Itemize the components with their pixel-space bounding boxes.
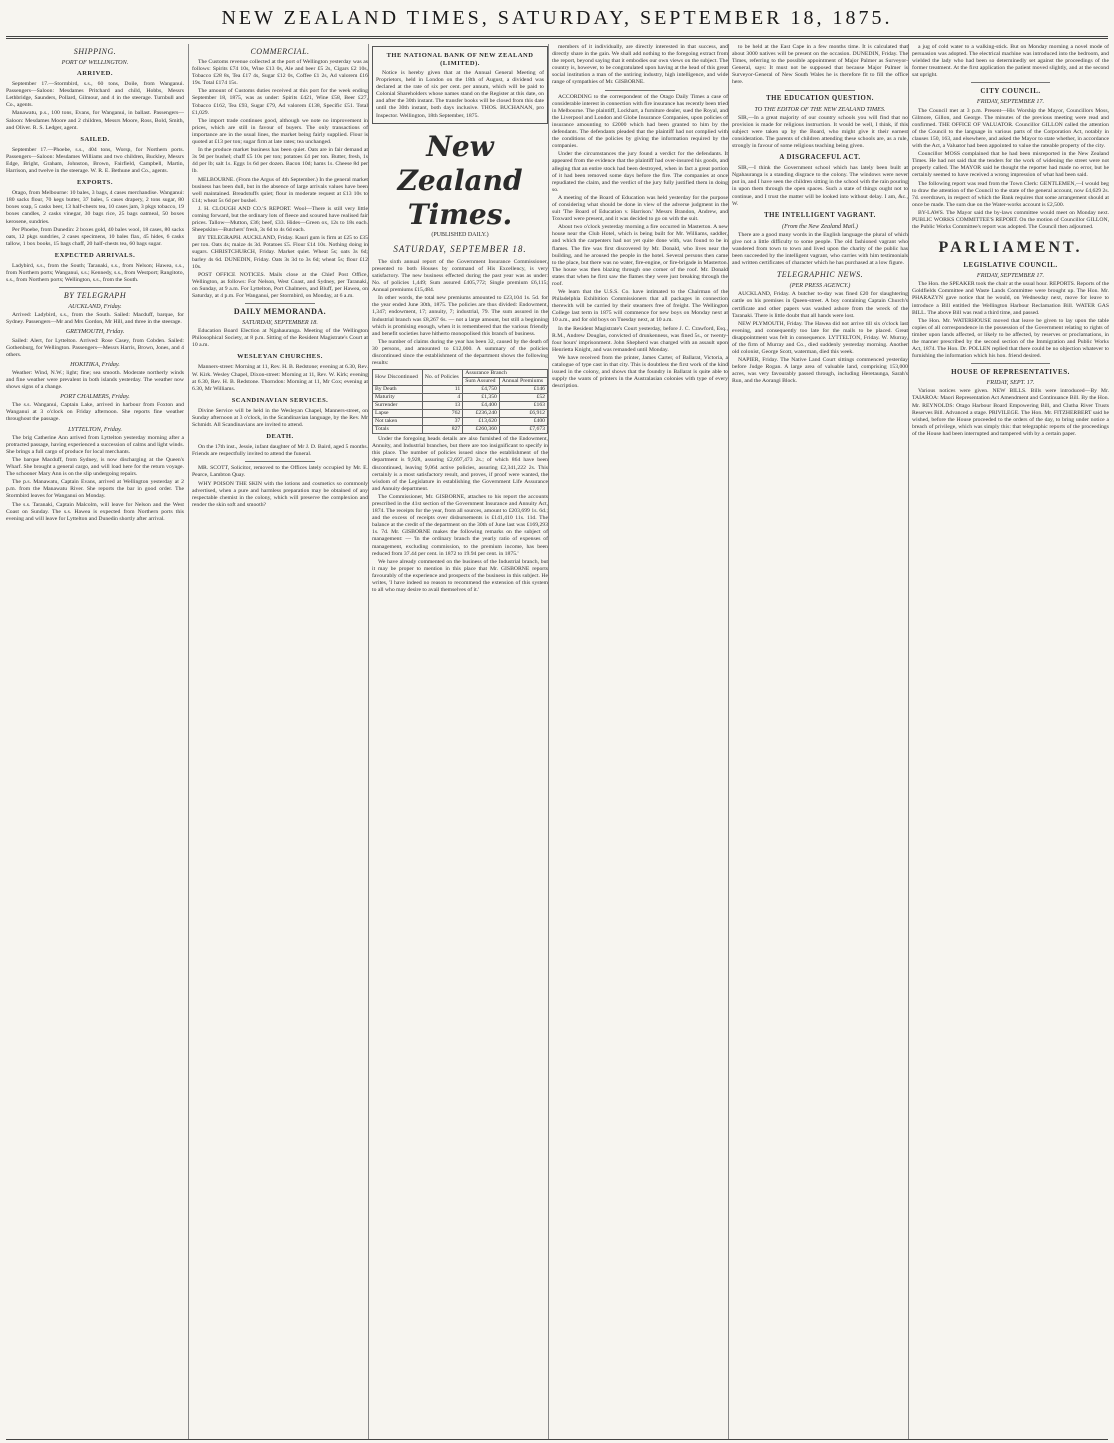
- table-cell: £146: [499, 386, 547, 394]
- news-para: ACCORDING to the correspondent of the Otago Daily Times a case of considerable interest in connection with fire insurance has recently been tried in Melbourne. The plaintiff, Lockhart, a furniture dealer, sued the Royal, and the Liverpool and London and Globe Insurance Companies, upon policies of insurance amounting to £2000 which had been granted to him by the defendants. The defendants pleaded that the plaintiff had not complied with the conditions of the policies by giving the information required by the companies.: [552, 93, 728, 150]
- bank-notice-heading: THE NATIONAL BANK OF NEW ZEALAND (LIMITED).: [386, 52, 534, 67]
- masthead: NEW ZEALAND TIMES, SATURDAY, SEPTEMBER 18, 1875.: [221, 7, 893, 29]
- council-para: a jug of cold water to a walking-stick. But on Monday morning a novel mode of persuasion was adopted. The electrical machine was introduced into the bedroom, and wielded the lady who had been so determinedly set against the proceedings of the former treatment. At the first application the patient moved slightly, and at the second sat upright.: [912, 44, 1109, 79]
- news-para: We have received from the printer, James Carter, of Ballarat, Victoria, a catalogue of type cast in that city. This is doubtless the first work of the kind issued in the colony, and shows that the foundry in Ballarat is quite able to supply the wants of printers in the Australasian colonies with type of every description.: [552, 354, 728, 390]
- table-row: [373, 402, 548, 410]
- council-para: The Hon. Mr. WATERHOUSE moved that leave be given to lay upon the table copies of all correspondence in the possession of the Government relating to rights of timber upon lands affected, or likely to be affected, by reserves or proclamations, in the manner prescribed by the second section of the Immigration and Public Works Act, 1874. The Hon. Dr. POLLEN replied that there could be no objection whatever to furnishing the information which his hon. friend desired.: [912, 317, 1109, 360]
- advertisement: WHY POISON THE SKIN with the lotions and cosmetics so commonly advertised, when a pure and harmless preparation may be obtained of any respectable chemist in the colony, which will preserve the complexion and render the skin soft and smooth?: [192, 480, 368, 508]
- letters-para: SIR,—I think the Government school which has lately been built at Ngahauranga is a standing disgrace to the colony. The windows were never put in, and I have seen the children sitting in the school with the rain pouring in upon them through the open spaces. Such a state of things ought not to continue, and I trust the matter will be looked into without delay. I am, &c., W.: [732, 165, 908, 207]
- news-para: In the Resident Magistrate's Court yesterday, before J. C. Crawford, Esq., R.M., Andrew Douglas, convicted of drunkenness, was fined 5s., or twenty-four hours' imprisonment. John Shepherd was charged with an assault upon Henrietta Knight, and was remanded until Monday.: [552, 325, 728, 353]
- dateline-port-chalmers: PORT CHALMERS, Friday.: [60, 393, 130, 401]
- city-council-date: FRIDAY, SEPTEMBER 17.: [976, 98, 1045, 106]
- scandinavian-heading: SCANDINAVIAN SERVICES.: [231, 396, 329, 404]
- table-cell: 13: [422, 402, 463, 410]
- dateline-auckland: AUCKLAND, Friday.: [68, 303, 122, 311]
- letters-para: AUCKLAND, Friday. A butcher to-day was fined £20 for slaughtering cattle on his premises in Queen-street. A boy containing Captain Church's certificate and other papers was washed ashore from the wreck of the Taranaki. There is little doubt that all hands were lost.: [732, 291, 908, 319]
- table-cell: By Death: [373, 386, 423, 394]
- table-cell: £52: [499, 394, 547, 402]
- council-para: The Hon. the SPEAKER took the chair at the usual hour. REPORTS. Reports of the Goldfields Committee and Waste Lands Committee were brought up. The Hon. Mr. PHARAZYN gave notice that he would, on Wednesday next, move for leave to introduce a Bill entitled the Wellington Harbour Reclamation Bill. WATER GAS BILL. The above Bill was read a third time, and passed.: [912, 281, 1109, 316]
- shipping-para: Weather: Wind, N.W.; light; fine; sea smooth. Moderate northerly winds and fine weather were prevalent in both islands yesterday. The weather now shows signs of a change.: [6, 369, 184, 391]
- leader-para: The Commissioner, Mr. GISBORNE, attaches to his report the accounts prescribed in the 41st section of the Government Insurance and Annuity Act, 1874. The receipts for the year, from all sources, amount to £203,699 1s. 6d.; and the excess of receipts over disbursements is £141,410 11s. 11d. The balance at the credit of the department on the 30th of June last was £169,293 1s. 7d. Mr. GISBORNE makes the following remarks on the subject of management: — 'In the ordinary branch the yearly ratio of expenses of management, excluding commission, to the premium income, has been reduced from 37.44 per cent. in 1872 to 19.94 per cent. in 1875.': [372, 493, 548, 557]
- commercial-para: On the 17th inst., Jessie, infant daughter of Mr J. D. Baird, aged 5 months. Friends are respectfully invited to attend the funeral.: [192, 444, 368, 458]
- table-cell: £163: [499, 402, 547, 410]
- table-cell: £260,360: [463, 426, 500, 434]
- table-row: [373, 410, 548, 418]
- table-cell: Totals: [373, 426, 423, 434]
- column-commercial: [188, 44, 371, 1439]
- table-cell: 762: [422, 410, 463, 418]
- sailed-heading: SAILED.: [80, 135, 110, 143]
- dateline-lyttelton: LYTTELTON, Friday.: [68, 425, 122, 433]
- commercial-para: Education Board Election at Ngahauranga. Meeting of the Wellington Philosophical Society, at 8 p.m. Sitting of the Resident Magistrate's Court at 10 a.m.: [192, 328, 368, 349]
- shipping-para: Per Phoebe, from Dunedin: 2 boxes gold, 40 bales wool, 18 cases, 80 sacks oats, 12 pkgs sundries, 2 cases specimens, 10 bales flax, 45 hides, 6 casks tallow, 1 box books, 15 bags chaff, 20 half-chests tea, 60 bags sugar.: [6, 226, 184, 247]
- commercial-para: Divine Service will be held in the Wesleyan Chapel, Manners-street, on Sunday afternoon at 3 o'clock, in the Scandinavian language, by the Rev. Mr Schmidt. All Scandinavians are invited to attend.: [192, 407, 368, 429]
- commercial-heading: COMMERCIAL.: [250, 47, 310, 56]
- house-of-representatives-heading: HOUSE OF REPRESENTATIVES.: [951, 368, 1070, 377]
- discontinued-policies-table: [372, 369, 548, 434]
- shipping-para: September 17.—Phoebe, s.s., 404 tons, Worsp, for Northern ports. Passengers—Saloon: Mesdames Williams and two children, Buckley, Messrs Edge, Bright, Graham, Johnston, Brown, Fairfield, Campbell, Martin, Harrison, and twelve in the steerage. W. R. E. Bethune and Co., agents.: [6, 146, 184, 175]
- table-cell: Not taken: [373, 418, 423, 426]
- legislative-council-date: FRIDAY, SEPTEMBER 17.: [976, 272, 1045, 280]
- shipping-para: The p.s. Manawatu, Captain Evans, arrived at Wellington yesterday at 2 p.m. from the Manawatu River. She reports the bar in good order. The Stormbird leaves for Wanganui on Monday.: [6, 479, 184, 500]
- vagrant-source: (From the New Zealand Mail.): [782, 222, 858, 230]
- shipping-para: The barque Macduff, from Sydney, is now discharging at the Queen's Wharf. She brought a general cargo, and will load here for the return voyage. The schooner Mary Ann is on the slip undergoing repairs.: [6, 456, 184, 478]
- shipping-para: The s.s. Wanganui, Captain Lake, arrived in harbour from Foxton and Wanganui at 3 o'clock on Friday afternoon. She reports fine weather throughout the passage.: [6, 402, 184, 423]
- to-editor-line: TO THE EDITOR OF THE NEW ZEALAND TIMES.: [754, 105, 886, 113]
- divider: [245, 461, 315, 462]
- leader-dateline: SATURDAY, SEPTEMBER 18.: [393, 243, 527, 254]
- commercial-para: J. H. CLOUGH AND CO.'S REPORT. Wool—There is still very little coming forward, but the ordinary lots of fleece and scoured have realised fair prices. Tallow—Mutton, £36; beef, £33. Hides—Green ox, 12s to 18s each. Sheepskins—Butchers' fresh, 3s 6d to 4s 6d each.: [192, 205, 368, 234]
- page-columns: [6, 44, 1108, 1439]
- column-shipping: [6, 44, 187, 1439]
- table-total-row: [373, 426, 548, 434]
- expected-heading: EXPECTED ARRIVALS.: [54, 251, 136, 259]
- commercial-para: The amount of Customs duties received at this port for the week ending September 18, 1875, was as under: Spirits £421, Wine £58, Beer £27, Tobacco £162, Tea £93, Sugar £79, Ad valorem £138, Specific £51. Total £1,029.: [192, 88, 368, 116]
- telegraph-source: (PER PRESS AGENCY.): [789, 282, 851, 290]
- table-cell: 827: [422, 426, 463, 434]
- column-parliament: [908, 44, 1109, 1439]
- divider: [605, 90, 675, 91]
- death-heading: DEATH.: [266, 433, 294, 441]
- commercial-para: MELBOURNE. (From the Argus of 4th September.) In the general market business has been dull, but in the absence of large arrivals values have been well maintained. Breadstuffs quiet; flour in moderate request at £13 10s to £14; wheat 5s 6d per bushel.: [192, 176, 368, 204]
- bank-notice: [372, 46, 548, 124]
- wesleyan-heading: WESLEYAN CHURCHES.: [237, 353, 323, 361]
- leader-para: The sixth annual report of the Government Insurance Commissioner, presented to both Houses by command of His Excellency, is very satisfactory. The new business effected during the past year was as under: No. of policies 1,449; Sum assured £405,772; Single premium £6,115; Annual premiums £15,484.: [372, 258, 548, 294]
- column-news: [548, 44, 731, 1439]
- dateline-hokitika: HOKITIKA, Friday.: [70, 360, 120, 368]
- council-para: Councillor MOSS complained that he had been misreported in the New Zealand Times. He had not said that the tenders for the work of widening the street were not properly called. The MAYOR said he thought the reporter had made no error, but he certainly seemed to have received a wrong impression of what had been said.: [912, 151, 1109, 179]
- table-cell: 11: [422, 386, 463, 394]
- table-row: [373, 386, 548, 394]
- divider: [785, 90, 855, 91]
- city-council-heading: CITY COUNCIL.: [980, 87, 1041, 96]
- letters-para: NEW PLYMOUTH, Friday. The Hawea did not arrive till six o'clock last evening, and consequently too late for the mails to be placed. Great disappointment was felt in consequence. LYTTELTON, Friday. W. Murray, of the firm of Murray and Co., died suddenly yesterday morning. Another old colonist, George Scott, waterman, died this week.: [732, 320, 908, 356]
- shipping-para: Arrived: Ladybird, s.s., from the South. Sailed: Macduff, barque, for Sydney. Passengers—Mr and Mrs Gordon, Mr Hill, and three in the steerage.: [6, 312, 184, 326]
- shipping-heading: SHIPPING.: [73, 47, 117, 56]
- bottom-rule: [6, 1439, 1108, 1440]
- leader-para: We have already commented on the business of the Industrial branch, but it may be proper to mention in this place that Mr. GISBORNE reports favourably of the experience and prospects of the business in this subject. He writes, 'I have indeed no reason to recommend the extension of this system to all who may desire to avail themselves of it.': [372, 558, 548, 594]
- shipping-para: Ladybird, s.s., from the South; Taranaki, s.s., from Nelson; Hawea, s.s., from Northern ports; Wanganui, s.s.; Kennedy, s.s., from Westport; Rangitoto, s.s., from Northern ports; Wellington, s.s., from the South.: [6, 262, 184, 284]
- shipping-para: Sailed: Alert, for Lyttelton. Arrived: Rose Casey, from Cobden. Sailed: Gothenburg, for Wellington. Passengers—Messrs Harris, Brown, Jones, and 4 others.: [6, 337, 184, 358]
- column-leader: [368, 44, 551, 1439]
- table-cell: Surrender: [373, 402, 423, 410]
- newspaper-nameplate: New Zealand Times.: [397, 129, 523, 231]
- table-header: Sum Assured: [463, 378, 500, 386]
- port-line: PORT OF WELLINGTON.: [61, 59, 129, 66]
- commercial-para: In the produce market business has been quiet. Oats are in fair demand at 3s 9d per bushel; chaff £5 10s per ton; potatoes £4 per ton. Butter, fresh, 1s 4d per lb; salt 1s. Eggs 1s 6d per dozen. Bacon 10d; hams 1s. Cheese 8d per lb.: [192, 147, 368, 175]
- commercial-para: Manners-street: Morning at 11, Rev. H. B. Redstone; evening at 6.30, Rev. W. Kirk. Wesley Chapel, Dixon-street: Morning at 11, Rev. W. Kirk; evening at 6.30, Rev. H. B. Redstone. Thorndon: Morning at 11, Mr Cox; evening at 6.30, Mr Williams.: [192, 364, 368, 392]
- news-para: About two o'clock yesterday morning a fire occurred in Masterton. A new house near the Club Hotel, which is being built for Mr. Williams, saddler, and which the carpenters had not yet quite done with, was found to be in flames. The fire was first discovered by Mr. Donald, who lives near the building, and he aroused the people in the hotel. Several persons then came to the place, but there was no water, fire-engine, or fire-brigade in Masterton. The house was then blazing through one corner of the roof. Mr. Donald states that when he first saw the flames they were just breaking through the roof.: [552, 224, 728, 287]
- commercial-para: The Customs revenue collected at the port of Wellington yesterday was as follows: Spirits £74 10s, Wine £13 0s, Ale and beer £5 2s, Cigars £2 10s, Tobacco £28 8s, Tea £17 4s, Sugar £12 0s, Coffee £1 2s, Ad valorem £16 19s. Total £174 15s.: [192, 59, 368, 87]
- table-cell: £236,240: [463, 410, 500, 418]
- disgraceful-act-heading: A DISGRACEFUL ACT.: [779, 154, 861, 162]
- leader-para: In other words, the total new premiums amounted to £23,104 1s. 5d. for the year ended June 30th, 1875. The policies are thus divided: Endowment, 1,347; endowment, 17; annuity, 7; industrial, 79. The sum assured in the Industrial branch was £8,267 6s. — not a large amount, but still a beginning which is promising enough, when it is remembered that the various friendly and benefit societies have hitherto monopolised this branch of business.: [372, 295, 548, 337]
- leader-para: The number of claims during the year has been 32, caused by the death of 30 persons, and amounted to £12,000. A summary of the policies discontinued since the establishment of the department shows the following results:: [372, 338, 548, 367]
- table-row: [373, 394, 548, 402]
- shipping-para: The brig Catherine Ann arrived from Lyttelton yesterday morning after a protracted passage, having experienced a succession of calms and light winds. She brings a full cargo of produce for local merchants.: [6, 434, 184, 455]
- council-para: The following report was read from the Town Clerk: GENTLEMEN,—I would beg to draw the attention of the Council to the state of the general account, now £4,629 2s. 7d. overdrawn, in respect of which the Bank requires that some arrangement should at once be made. The sum due on the Water-works account is £2,500.: [912, 180, 1109, 208]
- telegraphic-news-heading: TELEGRAPHIC NEWS.: [776, 270, 864, 280]
- telegraph-heading: BY TELEGRAPH: [63, 291, 127, 301]
- letters-para: SIR,—In a great majority of our country schools you will find that no provision is made for religious instruction. It would be well, I think, if this subject were taken up by the Board, who might give it their earnest consideration. The parents of children attending these schools are, as a rule, strongly in favour of some religious teaching being given.: [732, 114, 908, 150]
- council-para: Various notices were given. NEW BILLS. Bills were introduced—By Mr. TAIAROA: Maori Representation Act Amendment and Continuance Bill. By the Hon. Mr. REYNOLDS: Otago Harbour Board Empowering Bill, and Clutha River Trusts Reserves Bill. Advanced a stage. PRIVILEGE. The Hon. Mr. FITZHERBERT said he wished, before the House proceeded to the orders of the day, to bring under notice a breach of privilege, which was simply this: that telegraphic reports of the proceedings of the House had been interrupted and tampered with by a certain paper.: [912, 388, 1109, 437]
- divider: [971, 82, 1050, 83]
- table-cell: £1,350: [463, 394, 500, 402]
- vagrant-heading: THE INTELLIGENT VAGRANT.: [764, 211, 876, 219]
- table-cell: 4: [422, 394, 463, 402]
- shipping-para: September 17.—Stormbird, s.s., 60 tons, Doile, from Wanganui. Passengers—Saloon: Mesdames Pritchard and child, Hobbs, Messrs Lethbridge, Saunders, Pollard, Gilmour, and 4 in the steerage. Turnbull and Co., agents.: [6, 81, 184, 109]
- news-para: A meeting of the Board of Education was held yesterday for the purpose of considering what should be done in view of the adverse judgment in the suit 'The Board of Education v. Harrison.' Messrs Brandon, Andrew, and Toxward were present, and it was decided to go on with the suit.: [552, 194, 728, 223]
- news-para: Under the circumstances the jury found a verdict for the defendants. It appeared from the evidence that the plaintiff had over-insured his goods, and alleging that an entire stock had been destroyed, when in fact a great portion of it had been removed some days before the fire. The companies at once repudiated the claim, and the verdict of the jury fully justified them in doing so.: [552, 151, 728, 193]
- commercial-para: BY TELEGRAPH. AUCKLAND, Friday. Kauri gum is firm at £25 to £35 per ton. Oats 4s; maize 4s 3d. Potatoes £5. Flour £14 10s. Nothing doing in sugars. CHRISTCHURCH, Friday. Market quiet. Wheat 5s; oats 3s 6d; barley 4s 6d. DUNEDIN, Friday. Oats 3s 3d to 3s 6d; wheat 5s; flour £12 10s.: [192, 235, 368, 270]
- shipping-para: Manawatu, p.s., 100 tons, Evans, for Wanganui, in ballast. Passengers—Saloon: Mesdames Moore and 2 children, Messrs Moore, Ross, Bold, Smith, and Oliver. R. S. Ledger, agent.: [6, 110, 184, 131]
- table-header: How Discontinued: [373, 370, 423, 386]
- house-date: FRIDAY, SEPT. 17.: [986, 379, 1035, 387]
- bank-notice-text: Notice is hereby given that at the Annual General Meeting of Proprietors, held in London on the 18th of August, a dividend was declared at the rate of six per cent. per annum, which will be paid to Colonial Shareholders whose names stand on the Register at this date, on and after the 30th instant. The transfer books will be closed from this date until the 30th instant, both days inclusive. THOS. BUCHANAN, pro Inspector. Wellington, 18th September, 1875.: [376, 70, 544, 119]
- table-cell: 37: [422, 418, 463, 426]
- shipping-para: The s.s. Taranaki, Captain Malcolm, will leave for Nelson and the West Coast on Sunday. The s.s. Hawea is expected from Northern ports this evening and will leave for Lyttelton and Dunedin shortly after arrival.: [6, 501, 184, 522]
- column-letters: [728, 44, 911, 1439]
- commercial-para: POST OFFICE NOTICES. Mails close at the Chief Post Office, Wellington, as follows: For Nelson, West Coast, and Sydney, per Taranaki, on Sunday, at 9 a.m. For Lyttelton, Port Chalmers, and Bluff, per Hawea, on Saturday, at 4 p.m. For Wanganui, per Stormbird, on Monday, at 6 a.m.: [192, 271, 368, 299]
- daily-memoranda-date: SATURDAY, SEPTEMBER 18.: [242, 319, 318, 327]
- table-cell: Lapse: [373, 410, 423, 418]
- letters-para: NAPIER, Friday. The Native Land Court sittings commenced yesterday before Judge Rogan. A large area of valuable land, comprising 153,000 acres, was very favourably passed through, including Heretaunga, Sarah's Run, and the Aorangi Block.: [732, 357, 908, 385]
- news-para: We learn that the U.S.S. Co. have intimated to the Chairman of the Philadelphia Exhibition Commissioners that all packages in connection therewith will be carried by their steamers free of freight. The Wellington College last term in 1875 will commence for new boys on Monday next at 10 a.m., and for old boys on Tuesday next, at 10 a.m.: [552, 289, 728, 324]
- council-para: BY-LAWS. The Mayor said the by-laws committee would meet on Monday next. PUBLIC WORKS COMMITTEE'S REPORT. On the motion of Councillor GILLON, the Public Works Committee's report was adopted. The Council then adjourned.: [912, 209, 1109, 231]
- divider: [59, 287, 130, 288]
- commercial-para: The import trade continues good, although we note no improvement in prices, which are still in favour of buyers. The only transactions of importance are in the usual lines, the market being fairly supplied. Flour is quoted at £13 per ton; sugar firm at late rates; tea unchanged.: [192, 117, 368, 146]
- divider: [971, 363, 1050, 364]
- advertisement: MR. SCOTT, Solicitor, removed to the Offices lately occupied by Mr. E. Pearce, Lambton Quay.: [192, 465, 368, 479]
- exports-heading: EXPORTS.: [76, 179, 114, 187]
- daily-memoranda-heading: DAILY MEMORANDA.: [233, 307, 327, 317]
- table-cell: £7,673: [499, 426, 547, 434]
- table-cell: £400: [499, 418, 547, 426]
- news-para: members of it individually, are directly interested in that success, and directly share in the gain. We shall add nothing to the foregoing extract from the report, beyond saying that it embodies our own views on the subject. The country is, however, to be congratulated upon having at the head of this great social institution a man of the untiring industry, high intelligence, and wide range of sympathies of Mr. GISBORNE.: [552, 44, 728, 86]
- council-para: The Council met at 3 p.m. Present—His Worship the Mayor, Councillors Moss, Gilmore, Gillon, and George. The minutes of the previous meeting were read and confirmed. THE OFFICE OF VALUATOR. Councillor GILLON called the attention of the Council to the language in various parts of the Corporation Act, notably in clauses 150, 163, and elsewhere, and asked the Mayor to state whether, in accordance with the Act, a Valuator had been appointed to value the rateable property of the city.: [912, 107, 1109, 150]
- table-header: No. of Policies: [422, 370, 463, 386]
- education-heading: THE EDUCATION QUESTION.: [766, 94, 874, 102]
- table-header: Annual Premiums: [499, 378, 547, 386]
- table-cell: £4,400: [463, 402, 500, 410]
- divider: [245, 303, 315, 304]
- letters-para: to be held at the East Cape in a few months time. It is calculated that about 3000 natives will be present on the occasion. DUNEDIN, Friday. The Times, referring to the possible appointment of Major Palmer as Surveyor-General, says: It must not be supposed that because Major Palmer is Surveyor-General of New South Wales he is therefore fit to fill the office here.: [732, 44, 908, 86]
- table-header: Assurance Branch: [463, 370, 548, 378]
- masthead-rule: [6, 36, 1108, 39]
- letters-para: There are a good many words in the English language the plural of which give not a little difficulty to some people. The old fashioned vagrant who wandered from town to town and lived upon the charity of the public has been succeeded by the intelligent vagrant, who carries with him testimonials and written certificates of character which he has purchased at a low figure.: [732, 231, 908, 267]
- table-cell: Maturity: [373, 394, 423, 402]
- dateline-greymouth: GREYMOUTH, Friday.: [65, 328, 125, 336]
- parliament-heading: PARLIAMENT.: [938, 239, 1083, 257]
- legislative-council-heading: LEGISLATIVE COUNCIL.: [963, 261, 1058, 270]
- shipping-para: Otago, from Melbourne: 10 bales, 3 bags, 4 cases merchandise. Wanganui: 180 sacks flour, 70 kegs butter, 37 bales, 5 cases drapery, 2 tons sugar, 80 boxes soap, 5 casks beer, 13 half-chests tea, 10 cases jam, 3 pkgs tobacco, 19 boxes candles, 2 casks vinegar, 30 bags rice, 25 bags oatmeal, 50 boxes kerosene, sundries.: [6, 190, 184, 225]
- published-line: (PUBLISHED DAILY.): [431, 231, 489, 238]
- table-cell: £4,750: [463, 386, 500, 394]
- table-row: [373, 418, 548, 426]
- table-cell: £13,620: [463, 418, 500, 426]
- arrived-heading: ARRIVED.: [77, 70, 113, 78]
- table-cell: £6,912: [499, 410, 547, 418]
- leader-para: Under the foregoing heads details are also furnished of the Endowment, Annuity, and Industrial branches, but there are too insignificant to specify in this place. The number of policies issued since the establishment of the department is 9,928, assuring £2,697,473 2s.; of which 864 have been discontinued, leaving 9,064 active policies, assuring £2,341,222 2s. This certainly is a most satisfactory result, and proves, if proof were wanted, the wisdom of the Legislature in establishing the Government Life Assurance and Annuity department.: [372, 436, 548, 492]
